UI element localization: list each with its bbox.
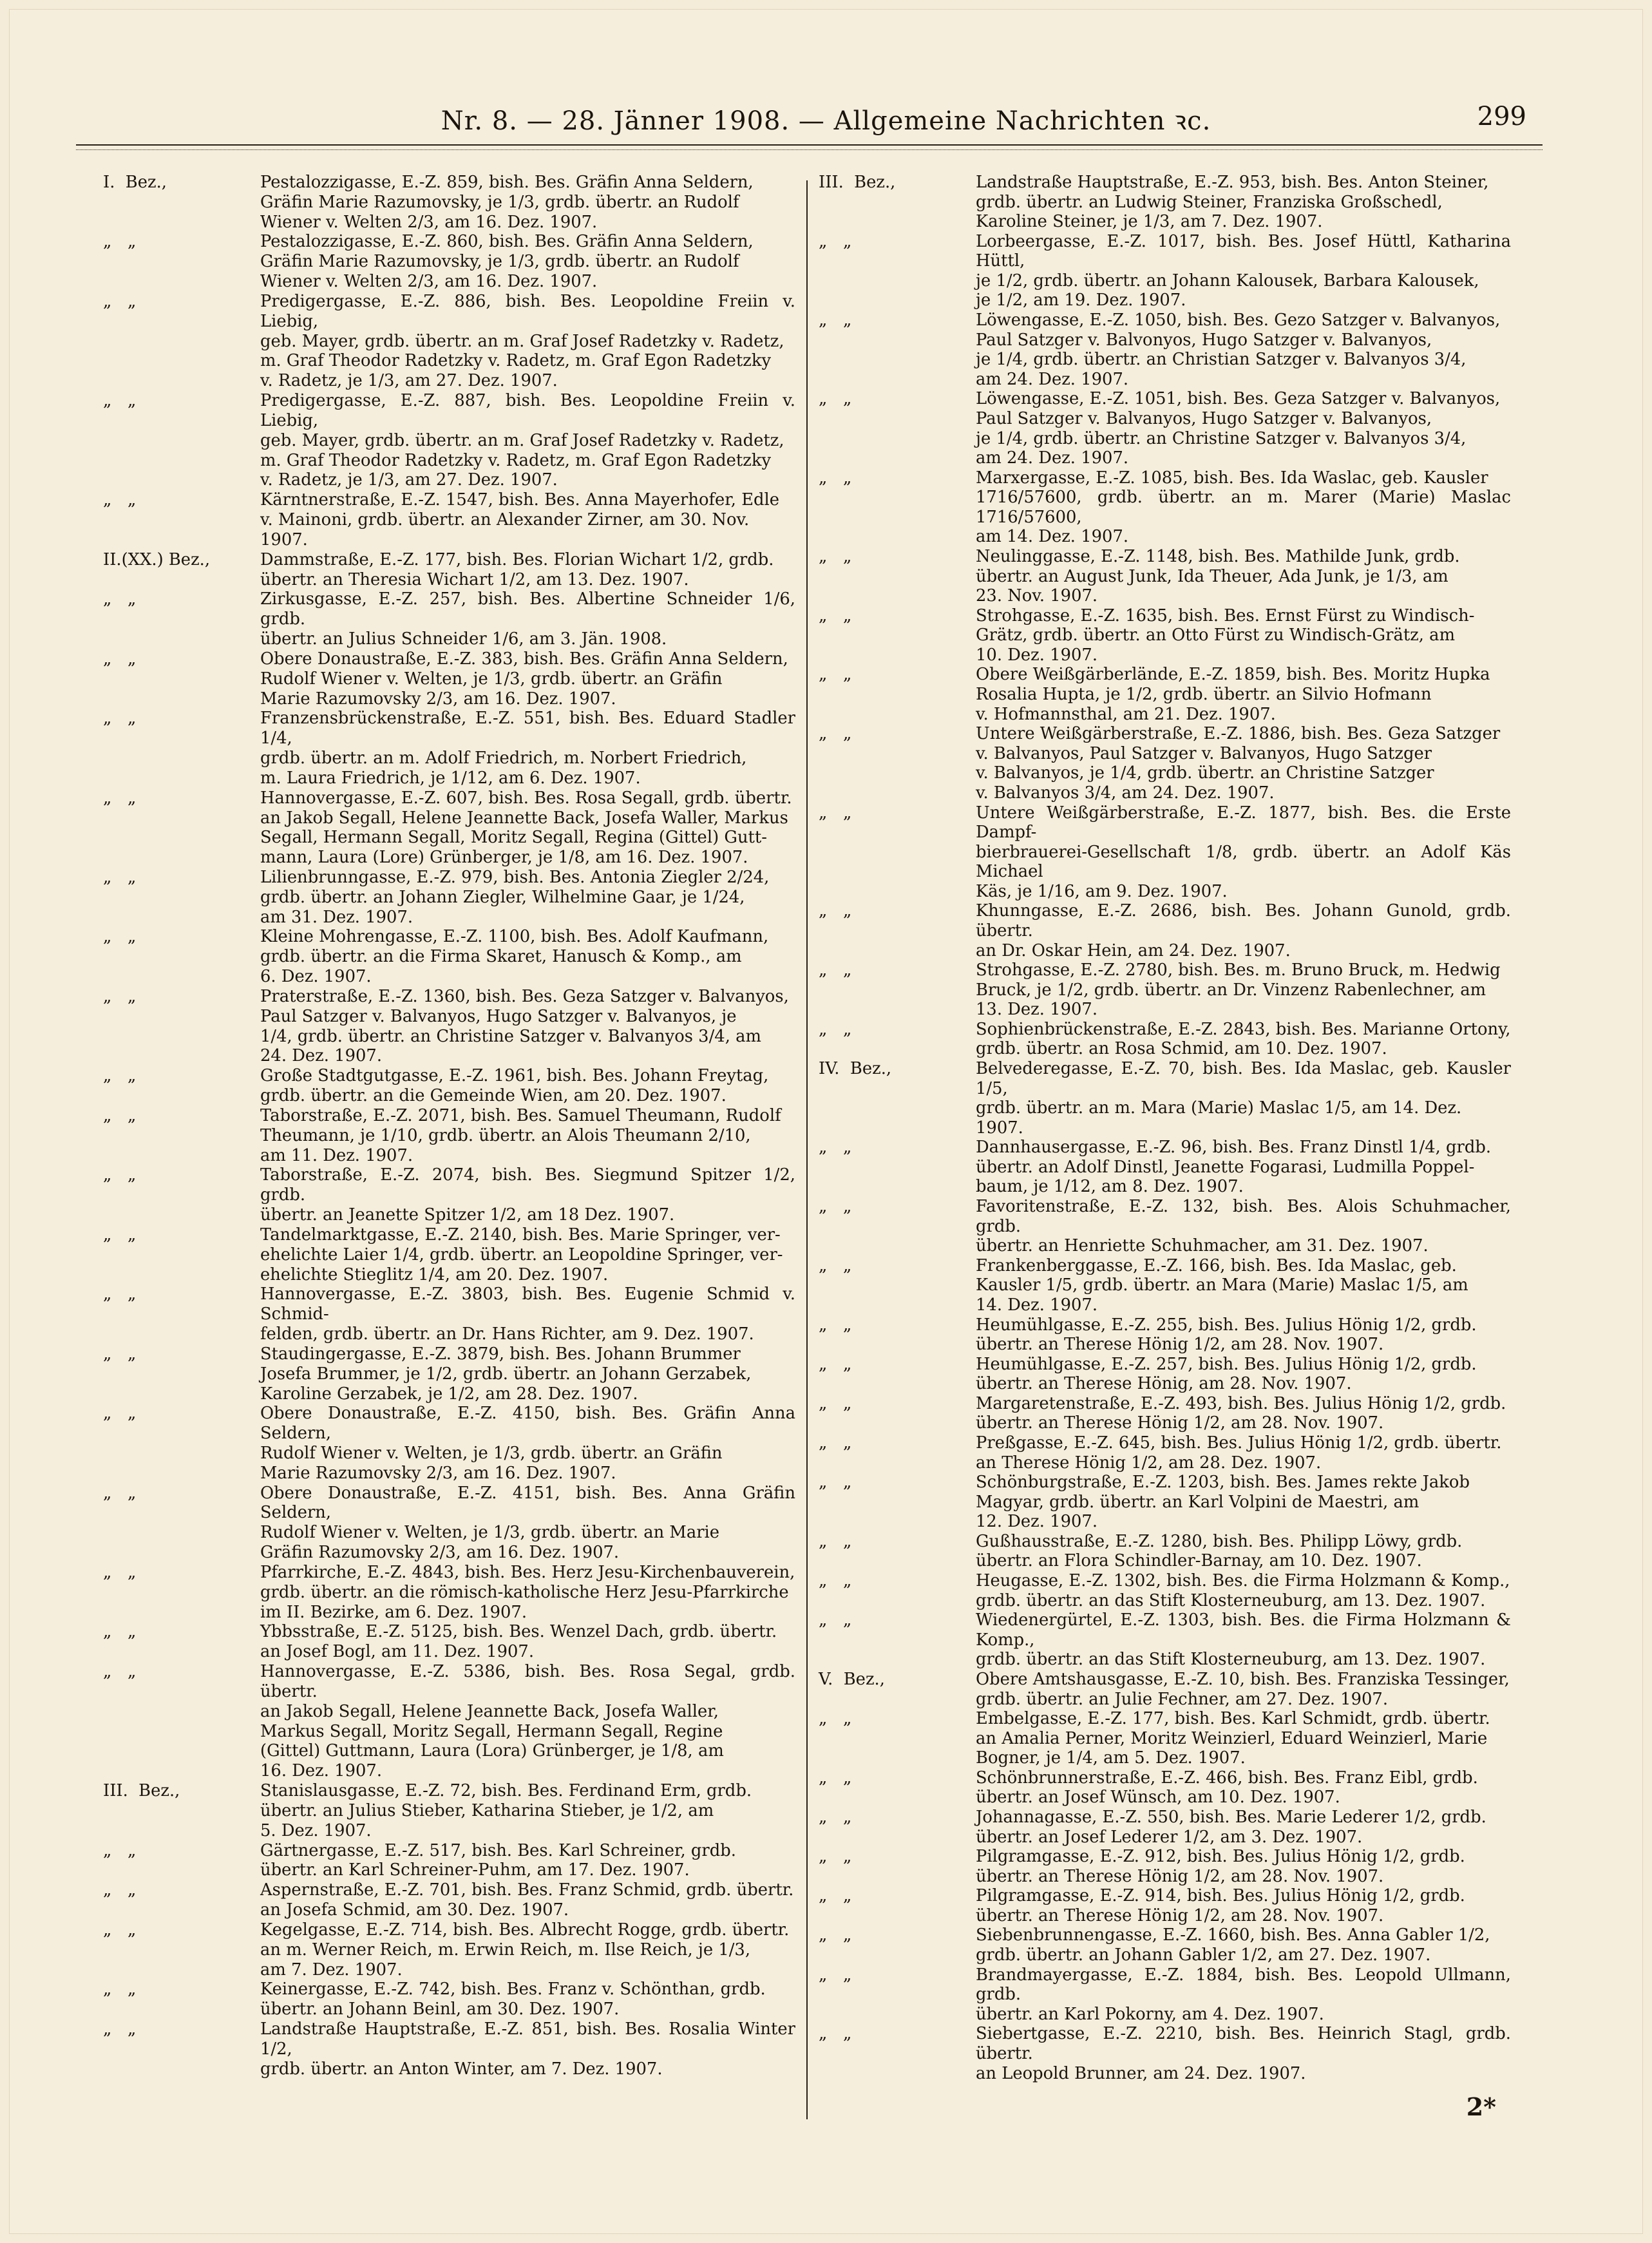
register-entry (819, 1315, 1511, 1355)
entry-text: Heumühlgasse, E.-Z. 255, bish. Bes. Julius Hönig 1/2, grdb. übertr. an Therese Hönig 1/2, am 28. Nov. 1907. (976, 1315, 1477, 1355)
register-entry (819, 1197, 1511, 1256)
register-entry (103, 1165, 795, 1225)
entry-text: Große Stadtgutgasse, E.-Z. 1961, bish. Bes. Johann Freytag, grdb. übertr. an die Gemeinde Wien, am 20. Dez. 1907. (260, 1066, 769, 1106)
register-entry (103, 490, 795, 549)
entry-text: Tandelmarktgasse, E.-Z. 2140, bish. Bes. Marie Springer, ver- ehelichte Laier 1/4, grdb. übertr. an Leopoldine Springer, ver- ehelichte Stieglitz 1/4, am 20. Dez. 1907. (260, 1225, 783, 1284)
register-entry (819, 724, 1511, 803)
entry-text: Löwengasse, E.-Z. 1051, bish. Bes. Geza Satzger v. Balvanyos, Paul Satzger v. Balvanyos, Hugo Satzger v. Balvanyos, je 1/4, grdb. übertr. an Christine Satzger v. Balvanyos 3/4, am 24. Dez. 1907. (976, 389, 1501, 468)
register-entry (103, 927, 795, 986)
entry-district-prefix: „ „ (103, 2019, 137, 2039)
entry-district-prefix: „ „ (103, 1562, 137, 1582)
register-entry (103, 1066, 795, 1106)
entry-district-prefix: „ „ (103, 1225, 137, 1245)
entry-district-prefix: III. Bez., (103, 1781, 180, 1801)
entry-text: Heugasse, E.-Z. 1302, bish. Bes. die Firma Holzmann & Komp., grdb. übertr. an das Stift Klosterneuburg, am 13. Dez. 1907. (976, 1571, 1510, 1610)
entry-text: Belvederegasse, E.-Z. 70, bish. Bes. Ida Maslac, geb. Kausler 1/5, grdb. übertr. an m. Mara (Marie) Maslac 1/5, am 14. Dez. 1907. (976, 1059, 1511, 1138)
entry-text: Landstraße Hauptstraße, E.-Z. 851, bish. Bes. Rosalia Winter 1/2, grdb. übertr. an Anton Winter, am 7. Dez. 1907. (260, 2019, 795, 2079)
register-entry (819, 1256, 1511, 1315)
register-entry (103, 1880, 795, 1920)
entry-district-prefix: „ „ (819, 546, 852, 566)
register-entry (819, 1847, 1511, 1886)
entry-text: Marxergasse, E.-Z. 1085, bish. Bes. Ida Waslac, geb. Kausler 1716/57600, grdb. übertr. an m. Marer (Marie) Maslac 1716/57600, am 14. Dez. 1907. (976, 468, 1511, 547)
entry-text: Obere Weißgärberlände, E.-Z. 1859, bish. Bes. Moritz Hupka Rosalia Hupta, je 1/2, grdb. übertr. an Silvio Hofmann v. Hofmannsthal, am 21. Dez. 1907. (976, 665, 1490, 724)
page-title: Nr. 8. — 28. Jänner 1908. — Allgemeine Nachrichten ꝛc. (441, 106, 1211, 136)
register-entry (103, 391, 795, 490)
entry-text: Strohgasse, E.-Z. 2780, bish. Bes. m. Bruno Bruck, m. Hedwig Bruck, je 1/2, grdb. übertr. an Dr. Vinzenz Rabenlechner, am 13. Dez. 1907. (976, 960, 1501, 1020)
entry-district-prefix: IV. Bez., (819, 1059, 892, 1079)
entry-district-prefix: „ „ (819, 1768, 852, 1788)
register-entry (819, 1610, 1511, 1670)
entry-district-prefix: „ „ (103, 490, 137, 510)
entry-district-prefix: V. Bez., (819, 1669, 885, 1689)
entry-district-prefix: „ „ (103, 291, 137, 311)
entry-district-prefix: „ „ (819, 1531, 852, 1551)
register-entry (103, 788, 795, 868)
entry-district-prefix: „ „ (819, 310, 852, 330)
entry-text: Praterstraße, E.-Z. 1360, bish. Bes. Geza Satzger v. Balvanyos, Paul Satzger v. Balvanyos, Hugo Satzger v. Balvanyos, je 1/4, grdb. übertr. an Christine Satzger v. Balvanyos 3/4, am 24. Dez. 1907. (260, 986, 789, 1066)
entry-district-prefix: „ „ (819, 803, 852, 823)
entry-district-prefix: „ „ (819, 1571, 852, 1591)
entry-text: Gußhausstraße, E.-Z. 1280, bish. Bes. Philipp Löwy, grdb. übertr. an Flora Schindler-Barnay, am 10. Dez. 1907. (976, 1531, 1463, 1571)
entry-text: Wiedenergürtel, E.-Z. 1303, bish. Bes. die Firma Holzmann & Komp., grdb. übertr. an das Stift Klosterneuburg, am 13. Dez. 1907. (976, 1610, 1511, 1670)
entry-text: Sophienbrückenstraße, E.-Z. 2843, bish. Bes. Marianne Ortony, grdb. übertr. an Rosa Schmid, am 10. Dez. 1907. (976, 1019, 1511, 1059)
entry-text: Taborstraße, E.-Z. 2071, bish. Bes. Samuel Theumann, Rudolf Theumann, je 1/10, grdb. übertr. an Alois Theumann 2/10, am 11. Dez. 1907. (260, 1105, 781, 1165)
entry-text: Obere Donaustraße, E.-Z. 383, bish. Bes. Gräfin Anna Seldern, Rudolf Wiener v. Welten, je 1/3, grdb. übertr. an Gräfin Marie Razumovsky 2/3, am 16. Dez. 1907. (260, 649, 788, 709)
entry-district-prefix: „ „ (103, 1980, 137, 2000)
entry-text: Pestalozzigasse, E.-Z. 859, bish. Bes. Gräfin Anna Seldern, Gräfin Marie Razumovsky, je 1/3, grdb. übertr. an Rudolf Wiener v. Welten 2/3, am 16. Dez. 1907. (260, 173, 754, 232)
register-entry (819, 1571, 1511, 1610)
register-entry (819, 1965, 1511, 2025)
entry-text: Pilgramgasse, E.-Z. 912, bish. Bes. Julius Hönig 1/2, grdb. übertr. an Therese Hönig 1/2, am 28. Nov. 1907. (976, 1847, 1465, 1886)
entry-district-prefix: „ „ (103, 1622, 137, 1642)
register-entry (819, 1670, 1511, 1709)
entry-text: Dammstraße, E.-Z. 177, bish. Bes. Florian Wichart 1/2, grdb. übertr. an Theresia Wichart 1/2, am 13. Dez. 1907. (260, 549, 774, 589)
register-entry (819, 665, 1511, 724)
register-entry (819, 1394, 1511, 1433)
entry-district-prefix: „ „ (819, 1255, 852, 1275)
entry-text: Pestalozzigasse, E.-Z. 860, bish. Bes. Gräfin Anna Seldern, Gräfin Marie Razumovsky, je 1/3, grdb. übertr. an Rudolf Wiener v. Welten 2/3, am 16. Dez. 1907. (260, 232, 754, 292)
entry-text: Predigergasse, E.-Z. 887, bish. Bes. Leopoldine Freiin v. Liebig, geb. Mayer, grdb. übertr. an m. Graf Josef Radetzky v. Radetz, m. Graf Theodor Radetzky v. Radetz, m. Graf Egon Radetzky v. Radetz, je 1/3, am 27. Dez. 1907. (260, 391, 795, 490)
entry-text: Hannovergasse, E.-Z. 3803, bish. Bes. Eugenie Schmid v. Schmid- felden, grdb. übertr. an Dr. Hans Richter, am 9. Dez. 1907. (260, 1284, 795, 1344)
entry-district-prefix: „ „ (103, 1840, 137, 1860)
register-entry (103, 1841, 795, 1881)
register-entry (819, 2024, 1511, 2083)
entry-district-prefix: „ „ (103, 1165, 137, 1185)
register-entry (819, 310, 1511, 389)
page-number: 299 (1477, 102, 1526, 131)
register-entry (819, 1808, 1511, 1847)
entry-district-prefix: „ „ (819, 1925, 852, 1945)
register-entry (103, 292, 795, 391)
entry-district-prefix: „ „ (103, 709, 137, 729)
signature-mark: 2* (1466, 2092, 1496, 2121)
entry-district-prefix: „ „ (103, 589, 137, 609)
register-entry (103, 1404, 795, 1483)
entry-district-prefix: III. Bez., (819, 173, 896, 192)
entry-text: Obere Donaustraße, E.-Z. 4150, bish. Bes. Gräfin Anna Seldern, Rudolf Wiener v. Welten, je 1/3, grdb. übertr. an Gräfin Marie Razumovsky 2/3, am 16. Dez. 1907. (260, 1404, 795, 1483)
entry-district-prefix: „ „ (819, 724, 852, 744)
entry-text: Untere Weißgärberstraße, E.-Z. 1877, bish. Bes. die Erste Dampf- bierbrauerei-Gesellschaft 1/8, grdb. übertr. an Adolf Käs Michael Käs, je 1/16, am 9. Dez. 1907. (976, 803, 1511, 901)
entry-text: Neulinggasse, E.-Z. 1148, bish. Bes. Mathilde Junk, grdb. übertr. an August Junk, Ida Theuer, Ada Junk, je 1/3, am 23. Nov. 1907. (976, 546, 1460, 606)
entry-district-prefix: „ „ (819, 389, 852, 409)
register-entry (819, 901, 1511, 960)
register-entry (103, 589, 795, 649)
entry-text: Siebertgasse, E.-Z. 2210, bish. Bes. Heinrich Stagl, grdb. übertr. an Leopold Brunner, am 24. Dez. 1907. (976, 2024, 1511, 2083)
header-rule (76, 144, 1543, 150)
register-entry (103, 173, 795, 232)
entry-text: Taborstraße, E.-Z. 2074, bish. Bes. Siegmund Spitzer 1/2, grdb. übertr. an Jeanette Spitzer 1/2, am 18 Dez. 1907. (260, 1165, 795, 1225)
entry-district-prefix: „ „ (819, 1393, 852, 1413)
register-entry (819, 389, 1511, 468)
entry-text: Predigergasse, E.-Z. 886, bish. Bes. Leopoldine Freiin v. Liebig, geb. Mayer, grdb. übertr. an m. Graf Josef Radetzky v. Radetz, m. Graf Theodor Radetzky v. Radetz, m. Graf Egon Radetzky v. Radetz, je 1/3, am 27. Dez. 1907. (260, 291, 795, 391)
entry-text: Heumühlgasse, E.-Z. 257, bish. Bes. Julius Hönig 1/2, grdb. übertr. an Therese Hönig, am 28. Nov. 1907. (976, 1354, 1477, 1394)
entry-district-prefix: „ „ (103, 788, 137, 808)
entry-text: Landstraße Hauptstraße, E.-Z. 953, bish. Bes. Anton Steiner, grdb. übertr. an Ludwig Steiner, Franziska Großschedl, Karoline Steiner, je 1/3, am 7. Dez. 1907. (976, 173, 1489, 232)
entry-district-prefix: „ „ (819, 1138, 852, 1158)
register-entry (819, 1355, 1511, 1394)
register-entry (819, 1020, 1511, 1059)
entry-text: Obere Amtshausgasse, E.-Z. 10, bish. Bes. Franziska Tessinger, grdb. übertr. an Julie Fechner, am 27. Dez. 1907. (976, 1669, 1510, 1709)
entry-district-prefix: „ „ (819, 665, 852, 685)
entry-text: Frankenberggasse, E.-Z. 166, bish. Bes. Ida Maslac, geb. Kausler 1/5, grdb. übertr. an Mara (Marie) Maslac 1/5, am 14. Dez. 1907. (976, 1255, 1468, 1315)
register-entry (103, 1284, 795, 1344)
entry-district-prefix: „ „ (103, 1483, 137, 1503)
entry-district-prefix: II.(XX.) Bez., (103, 549, 211, 569)
entry-district-prefix: „ „ (819, 1610, 852, 1630)
entry-district-prefix: „ „ (103, 1105, 137, 1125)
entry-text: Pfarrkirche, E.-Z. 4843, bish. Bes. Herz Jesu-Kirchenbauverein, grdb. übertr. an die römisch-katholische Herz Jesu-Pfarrkirche im II. Bezirke, am 6. Dez. 1907. (260, 1562, 795, 1622)
register-entry (819, 547, 1511, 606)
entry-district-prefix: „ „ (819, 1019, 852, 1039)
entry-district-prefix: „ „ (819, 1709, 852, 1729)
entry-district-prefix: „ „ (819, 1315, 852, 1335)
register-entry (103, 1106, 795, 1165)
entry-district-prefix: „ „ (819, 1886, 852, 1906)
entry-text: Lilienbrunngasse, E.-Z. 979, bish. Bes. Antonia Ziegler 2/24, grdb. übertr. an Johann Ziegler, Wilhelmine Gaar, je 1/24, am 31. Dez. 1907. (260, 867, 770, 927)
register-entry (103, 2019, 795, 2079)
register-entry (103, 1484, 795, 1563)
entry-district-prefix: „ „ (103, 1284, 137, 1304)
entry-district-prefix: „ „ (103, 867, 137, 887)
register-entry (819, 1886, 1511, 1925)
register-entry (819, 1925, 1511, 1965)
register-entry (103, 1563, 795, 1622)
register-entry (819, 803, 1511, 902)
register-entry (103, 550, 795, 590)
register-entry (819, 1532, 1511, 1571)
entry-text: Schönburgstraße, E.-Z. 1203, bish. Bes. James rekte Jakob Magyar, grdb. übertr. an Karl Volpini de Maestri, am 12. Dez. 1907. (976, 1473, 1470, 1532)
entry-text: Zirkusgasse, E.-Z. 257, bish. Bes. Albertine Schneider 1/6, grdb. übertr. an Julius Schneider 1/6, am 3. Jän. 1908. (260, 589, 795, 649)
entry-text: Löwengasse, E.-Z. 1050, bish. Bes. Gezo Satzger v. Balvanyos, Paul Satzger v. Balvonyos, Hugo Satzger v. Balvanyos, je 1/4, grdb. übertr. an Christian Satzger v. Balvanyos 3/4, am 24. Dez. 1907. (976, 310, 1501, 389)
register-entry (103, 1225, 795, 1284)
register-entry (819, 1768, 1511, 1808)
entry-text: Staudingergasse, E.-Z. 3879, bish. Bes. Johann Brummer Josefa Brummer, je 1/2, grdb. übertr. an Johann Gerzabek, Karoline Gerzabek, je 1/2, am 28. Dez. 1907. (260, 1344, 752, 1404)
entry-text: Brandmayergasse, E.-Z. 1884, bish. Bes. Leopold Ullmann, grdb. übertr. an Karl Pokorny, am 4. Dez. 1907. (976, 1965, 1511, 2024)
entry-district-prefix: „ „ (819, 1807, 852, 1827)
register-entry (103, 1920, 795, 1980)
entry-text: Kleine Mohrengasse, E.-Z. 1100, bish. Bes. Adolf Kaufmann, grdb. übertr. an die Firma Skaret, Hanusch & Komp., am 6. Dez. 1907. (260, 927, 769, 987)
entry-text: Obere Donaustraße, E.-Z. 4151, bish. Bes. Anna Gräfin Seldern, Rudolf Wiener v. Welten, je 1/3, grdb. übertr. an Marie Gräfin Razumovsky 2/3, am 16. Dez. 1907. (260, 1483, 795, 1563)
entry-district-prefix: „ „ (103, 1920, 137, 1940)
entry-text: Franzensbrückenstraße, E.-Z. 551, bish. Bes. Eduard Stadler 1/4, grdb. übertr. an m. Adolf Friedrich, m. Norbert Friedrich, m. Laura Friedrich, je 1/12, am 6. Dez. 1907. (260, 709, 795, 788)
entry-text: Keinergasse, E.-Z. 742, bish. Bes. Franz v. Schönthan, grdb. übertr. an Johann Beinl, am 30. Dez. 1907. (260, 1980, 766, 2019)
register-entry (103, 1622, 795, 1662)
entry-district-prefix: „ „ (103, 649, 137, 669)
register-entry (819, 232, 1511, 310)
register-entry (103, 987, 795, 1066)
register-entry (819, 173, 1511, 232)
entry-text: Hannovergasse, E.-Z. 5386, bish. Bes. Rosa Segal, grdb. übertr. an Jakob Segall, Helene Jeannette Back, Josefa Waller, Markus Segall, Moritz Segall, Hermann Segall, Regine (Gittel) Guttmann, Laura (Lora) Grünberger, je 1/8, am 16. Dez. 1907. (260, 1662, 795, 1781)
entry-text: Kegelgasse, E.-Z. 714, bish. Bes. Albrecht Rogge, grdb. übertr. an m. Werner Reich, m. Erwin Reich, m. Ilse Reich, je 1/3, am 7. Dez. 1907. (260, 1920, 790, 1980)
entry-district-prefix: „ „ (103, 1344, 137, 1364)
entry-text: Untere Weißgärberstraße, E.-Z. 1886, bish. Bes. Geza Satzger v. Balvanyos, Paul Satzger v. Balvanyos, Hugo Satzger v. Balvanyos, je 1/4, grdb. übertr. an Christine Satzger v. Balvanyos 3/4, am 24. Dez. 1907. (976, 724, 1501, 803)
entry-text: Strohgasse, E.-Z. 1635, bish. Bes. Ernst Fürst zu Windisch- Grätz, grdb. übertr. an Otto Fürst zu Windisch-Grätz, am 10. Dez. 1907. (976, 606, 1475, 665)
register-entry (103, 868, 795, 927)
entry-district-prefix: „ „ (819, 231, 852, 251)
entry-district-prefix: „ „ (103, 1662, 137, 1682)
entry-district-prefix: „ „ (103, 1404, 137, 1424)
register-entry (819, 1473, 1511, 1532)
entry-district-prefix: „ „ (103, 927, 137, 947)
entry-district-prefix: „ „ (103, 1880, 137, 1900)
entry-district-prefix: „ „ (819, 1847, 852, 1867)
entry-text: Siebenbrunnengasse, E.-Z. 1660, bish. Bes. Anna Gabler 1/2, grdb. übertr. an Johann Gabler 1/2, am 27. Dez. 1907. (976, 1925, 1490, 1965)
register-entry (819, 1059, 1511, 1138)
register-entry (819, 1138, 1511, 1197)
entry-text: Hannovergasse, E.-Z. 607, bish. Bes. Rosa Segall, grdb. übertr. an Jakob Segall, Helene Jeannette Back, Josefa Waller, Markus Segall, Hermann Segall, Moritz Segall, Regina (Gittel) Gutt- mann, Laura (Lore) Grünberger, je 1/8, am 16. Dez. 1907. (260, 788, 792, 868)
entry-district-prefix: „ „ (819, 1354, 852, 1374)
entry-text: Kärntnerstraße, E.-Z. 1547, bish. Bes. Anna Mayerhofer, Edle v. Mainoni, grdb. übertr. an Alexander Zirner, am 30. Nov. 1907. (260, 490, 780, 549)
entry-text: Gärtnergasse, E.-Z. 517, bish. Bes. Karl Schreiner, grdb. übertr. an Karl Schreiner-Puhm, am 17. Dez. 1907. (260, 1840, 736, 1880)
register-entry (103, 1781, 795, 1840)
entry-text: Ybbsstraße, E.-Z. 5125, bish. Bes. Wenzel Dach, grdb. übertr. an Josef Bogl, am 11. Dez. 1907. (260, 1622, 777, 1662)
entry-text: Johannagasse, E.-Z. 550, bish. Bes. Marie Lederer 1/2, grdb. übertr. an Josef Lederer 1/2, am 3. Dez. 1907. (976, 1807, 1486, 1847)
left-column (103, 173, 795, 2079)
register-entry (103, 709, 795, 788)
entry-district-prefix: „ „ (819, 960, 852, 980)
page-header (0, 98, 1652, 137)
entry-text: Margaretenstraße, E.-Z. 493, bish. Bes. Julius Hönig 1/2, grdb. übertr. an Therese Hönig 1/2, am 28. Nov. 1907. (976, 1393, 1506, 1433)
entry-text: Embelgasse, E.-Z. 177, bish. Bes. Karl Schmidt, grdb. übertr. an Amalia Perner, Moritz Weinzierl, Eduard Weinzierl, Marie Bogner, je 1/4, am 5. Dez. 1907. (976, 1709, 1490, 1768)
register-entry (819, 606, 1511, 665)
register-entry (819, 1709, 1511, 1768)
entry-district-prefix: „ „ (103, 232, 137, 252)
register-entry (103, 649, 795, 709)
entry-district-prefix: „ „ (819, 1433, 852, 1453)
entry-district-prefix: „ „ (819, 1965, 852, 1985)
right-column (819, 173, 1511, 2083)
register-entry (819, 468, 1511, 547)
entry-district-prefix: „ „ (103, 1066, 137, 1086)
entry-text: Pilgramgasse, E.-Z. 914, bish. Bes. Julius Hönig 1/2, grdb. übertr. an Therese Hönig 1/2, am 28. Nov. 1907. (976, 1886, 1465, 1925)
entry-district-prefix: „ „ (103, 986, 137, 1006)
register-entry (103, 1344, 795, 1404)
entry-text: Schönbrunnerstraße, E.-Z. 466, bish. Bes. Franz Eibl, grdb. übertr. an Josef Wünsch, am 10. Dez. 1907. (976, 1768, 1478, 1808)
register-entry (103, 1662, 795, 1781)
entry-district-prefix: I. Bez., (103, 173, 167, 192)
columns (103, 173, 1511, 2092)
entry-district-prefix: „ „ (103, 391, 137, 411)
entry-text: Aspernstraße, E.-Z. 701, bish. Bes. Franz Schmid, grdb. übertr. an Josefa Schmid, am 30. Dez. 1907. (260, 1880, 794, 1920)
entry-district-prefix: „ „ (819, 606, 852, 625)
entry-text: Preßgasse, E.-Z. 645, bish. Bes. Julius Hönig 1/2, grdb. übertr. an Therese Hönig 1/2, am 28. Dez. 1907. (976, 1433, 1502, 1473)
entry-district-prefix: „ „ (819, 2024, 852, 2044)
column-divider (806, 180, 808, 2119)
entry-text: Lorbeergasse, E.-Z. 1017, bish. Bes. Josef Hüttl, Katharina Hüttl, je 1/2, grdb. übertr. an Johann Kalousek, Barbara Kalousek, je 1/2, am 19. Dez. 1907. (976, 231, 1511, 310)
entry-district-prefix: „ „ (819, 468, 852, 488)
entry-text: Khunngasse, E.-Z. 2686, bish. Bes. Johann Gunold, grdb. übertr. an Dr. Oskar Hein, am 24. Dez. 1907. (976, 901, 1511, 960)
register-entry (819, 1433, 1511, 1473)
entry-text: Favoritenstraße, E.-Z. 132, bish. Bes. Alois Schuhmacher, grdb. übertr. an Henriette Schuhmacher, am 31. Dez. 1907. (976, 1197, 1511, 1256)
register-entry (103, 1980, 795, 2019)
entry-text: Dannhausergasse, E.-Z. 96, bish. Bes. Franz Dinstl 1/4, grdb. übertr. an Adolf Dinstl, Jeanette Fogarasi, Ludmilla Poppel- baum, je 1/12, am 8. Dez. 1907. (976, 1138, 1492, 1197)
entry-district-prefix: „ „ (819, 1197, 852, 1217)
register-entry (819, 960, 1511, 1020)
entry-district-prefix: „ „ (819, 1473, 852, 1493)
entry-district-prefix: „ „ (819, 901, 852, 921)
entry-text: Stanislausgasse, E.-Z. 72, bish. Bes. Ferdinand Erm, grdb. übertr. an Julius Stieber, Katharina Stieber, je 1/2, am 5. Dez. 1907. (260, 1781, 752, 1840)
register-entry (103, 232, 795, 291)
